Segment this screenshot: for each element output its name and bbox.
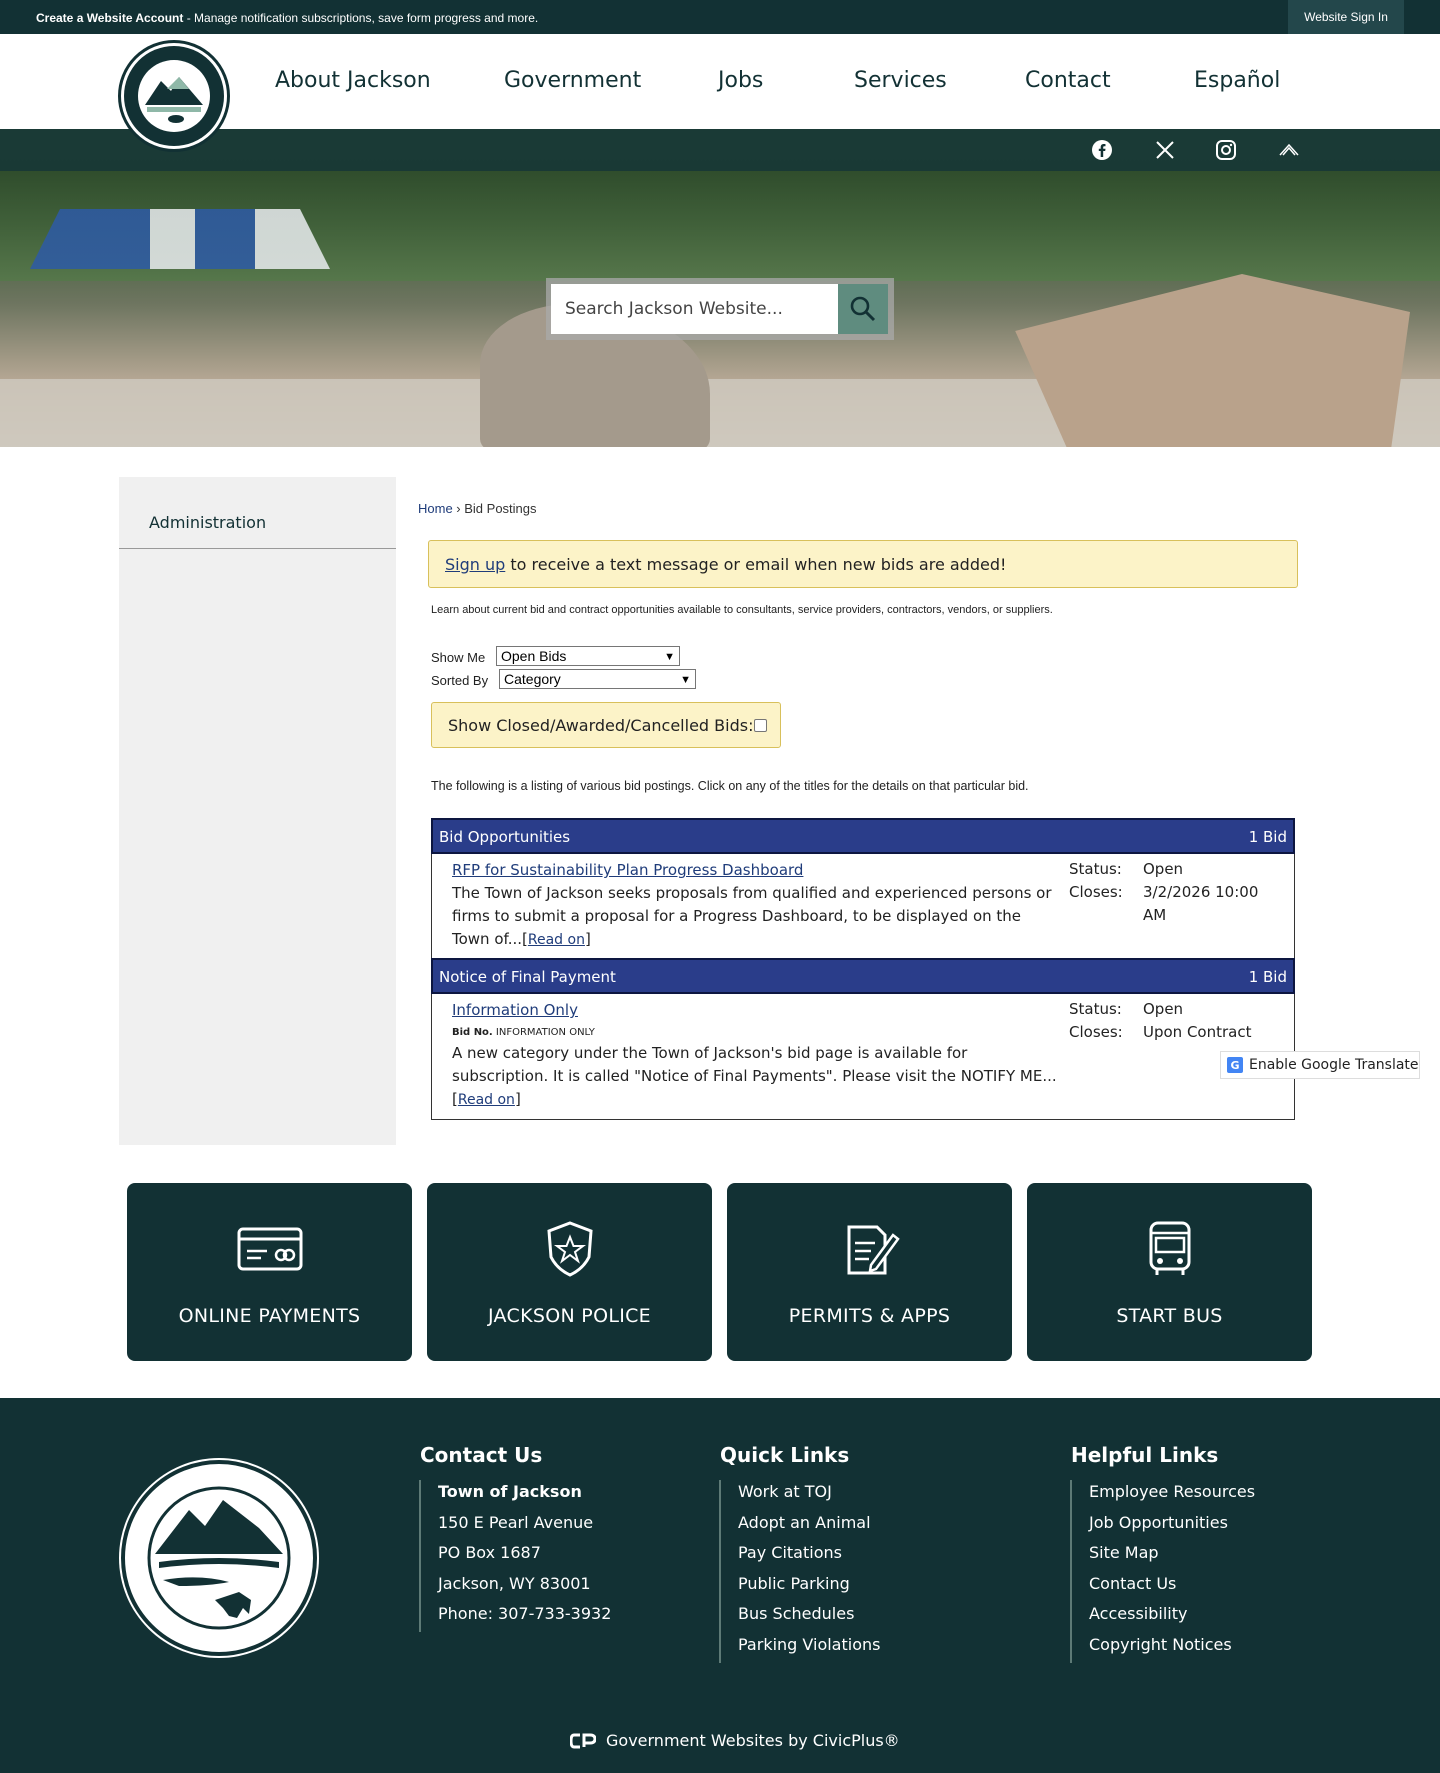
town-logo[interactable] bbox=[118, 40, 230, 152]
bid-desc-line: firms to submit a proposal for a Progress Dashboard, to be displayed on the bbox=[452, 907, 1022, 925]
tile-permits-apps[interactable] bbox=[727, 1183, 1012, 1361]
contact-line: Jackson, WY 83001 bbox=[438, 1573, 591, 1593]
contact-column bbox=[419, 1480, 611, 1632]
contact-org: Town of Jackson bbox=[438, 1482, 582, 1501]
nav-jobs[interactable]: Jobs bbox=[718, 68, 764, 93]
show-me-value: Open Bids bbox=[501, 648, 567, 664]
tile-label: JACKSON POLICE bbox=[487, 1305, 651, 1327]
bid-listing-table bbox=[431, 818, 1295, 1120]
nav-services[interactable]: Services bbox=[854, 68, 947, 93]
read-on-link[interactable]: Read on bbox=[457, 1092, 515, 1108]
signup-alert bbox=[428, 540, 1298, 588]
bid-meta-labels bbox=[1069, 998, 1123, 1044]
show-closed-checkbox[interactable] bbox=[754, 719, 767, 732]
show-me-select[interactable] bbox=[496, 646, 680, 666]
closes-label: Closes: bbox=[1069, 883, 1123, 901]
nav-about-jackson[interactable]: About Jackson bbox=[275, 68, 431, 93]
footer-link-bus-schedules[interactable]: Bus Schedules bbox=[738, 1604, 855, 1623]
sidebar-item-label: Administration bbox=[149, 513, 267, 532]
google-translate-icon: G bbox=[1227, 1057, 1243, 1073]
nav-contact[interactable]: Contact bbox=[1025, 68, 1111, 93]
contact-line: 150 E Pearl Avenue bbox=[438, 1512, 594, 1532]
google-translate-button[interactable] bbox=[1220, 1051, 1420, 1079]
sign-up-link[interactable]: Sign up bbox=[445, 555, 506, 574]
footer-link-adopt-an-animal[interactable]: Adopt an Animal bbox=[738, 1512, 871, 1532]
town-seal-icon bbox=[119, 1458, 319, 1658]
sidebar bbox=[119, 477, 396, 1145]
create-account-text: - Manage notification subscriptions, save form progress and more. bbox=[183, 11, 539, 25]
show-closed-label: Show Closed/Awarded/Cancelled Bids: bbox=[448, 716, 754, 735]
footer-link-accessibility[interactable]: Accessibility bbox=[1089, 1604, 1188, 1623]
bid-meta-labels bbox=[1069, 858, 1123, 904]
sorted-by-select[interactable] bbox=[499, 669, 696, 689]
closes-label: Closes: bbox=[1069, 1023, 1123, 1041]
footer-link-job-opportunities[interactable]: Job Opportunities bbox=[1089, 1512, 1228, 1532]
facebook-icon[interactable] bbox=[1090, 138, 1114, 162]
instagram-icon[interactable] bbox=[1214, 138, 1238, 162]
show-closed-bids-box bbox=[431, 702, 781, 748]
sorted-by-value: Category bbox=[504, 671, 561, 687]
bus-icon bbox=[1135, 1221, 1205, 1277]
category-count: 1 Bid bbox=[1248, 828, 1287, 846]
tile-online-payments[interactable] bbox=[127, 1183, 412, 1361]
nextdoor-icon[interactable] bbox=[1277, 138, 1301, 162]
bid-title-link[interactable]: Information Only bbox=[452, 1001, 578, 1019]
breadcrumb bbox=[418, 501, 537, 516]
closes-value: 3/2/2026 10:00 bbox=[1143, 883, 1259, 901]
tile-start-bus[interactable] bbox=[1027, 1183, 1312, 1361]
website-sign-in-button[interactable]: Website Sign In bbox=[1288, 0, 1404, 34]
read-on-link[interactable]: Read on bbox=[527, 932, 585, 948]
breadcrumb-current: Bid Postings bbox=[464, 501, 537, 516]
footer-link-contact-us[interactable]: Contact Us bbox=[1089, 1573, 1177, 1593]
alert-text: to receive a text message or email when new bids are added! bbox=[505, 555, 1007, 574]
category-name: Bid Opportunities bbox=[439, 828, 571, 846]
bid-meta-values bbox=[1143, 858, 1283, 927]
sidebar-item-administration[interactable] bbox=[119, 477, 396, 549]
closes-value-cont: AM bbox=[1143, 906, 1167, 924]
bid-no-value: INFORMATION ONLY bbox=[495, 1027, 595, 1038]
search-icon bbox=[849, 295, 877, 323]
tile-label: PERMITS & APPS bbox=[788, 1305, 951, 1327]
bid-desc-line: Town of... bbox=[452, 930, 523, 948]
civicplus-credit[interactable] bbox=[570, 1731, 900, 1750]
quick-links-heading: Quick Links bbox=[720, 1443, 850, 1467]
show-me-label: Show Me bbox=[431, 650, 486, 665]
credit-card-icon bbox=[235, 1221, 305, 1277]
create-account-message bbox=[36, 11, 538, 25]
intro-text: Learn about current bid and contract opportunities available to consultants, service providers, contractors, vendors, or suppliers. bbox=[431, 604, 1053, 616]
police-badge-icon bbox=[535, 1221, 605, 1277]
bid-desc-line: A new category under the Town of Jackson's bid page is available for bbox=[452, 1044, 968, 1062]
search-input[interactable] bbox=[551, 284, 839, 334]
town-seal-icon bbox=[121, 43, 227, 149]
search-button[interactable] bbox=[838, 284, 888, 334]
closes-value: Upon Contract bbox=[1143, 1023, 1252, 1041]
site-footer bbox=[0, 1398, 1440, 1773]
top-notification-bar bbox=[0, 0, 1440, 34]
credit-text: Government Websites by CivicPlus® bbox=[606, 1731, 900, 1750]
document-pen-icon bbox=[835, 1221, 905, 1277]
category-header-notice-of-final-payment bbox=[431, 958, 1295, 994]
bid-desc-line: subscription. It is called "Notice of Final Payments". Please visit the NOTIFY ME... bbox=[452, 1067, 1057, 1085]
translate-label: Enable Google Translate bbox=[1249, 1057, 1419, 1073]
nav-government[interactable]: Government bbox=[504, 68, 642, 93]
contact-line: PO Box 1687 bbox=[438, 1543, 541, 1562]
contact-phone: Phone: 307-733-3932 bbox=[438, 1604, 612, 1623]
bid-desc-line-last: [Read on] bbox=[452, 1090, 521, 1108]
hero-tents bbox=[30, 209, 330, 269]
footer-link-pay-citations[interactable]: Pay Citations bbox=[738, 1543, 842, 1562]
bid-title-link[interactable]: RFP for Sustainability Plan Progress Dashboard bbox=[452, 861, 804, 879]
breadcrumb-separator: › bbox=[452, 501, 465, 516]
footer-link-site-map[interactable]: Site Map bbox=[1089, 1543, 1159, 1562]
bid-desc-line-last: Town of...[Read on] bbox=[452, 930, 591, 948]
tile-label: ONLINE PAYMENTS bbox=[178, 1305, 361, 1327]
sorted-by-label: Sorted By bbox=[431, 673, 489, 688]
bid-meta-values bbox=[1143, 998, 1283, 1044]
x-icon[interactable] bbox=[1153, 138, 1177, 162]
footer-link-copyright-notices[interactable]: Copyright Notices bbox=[1089, 1634, 1232, 1654]
town-seal-logo bbox=[119, 1458, 319, 1658]
category-name: Notice of Final Payment bbox=[439, 968, 616, 986]
tile-label: START BUS bbox=[1116, 1305, 1223, 1327]
category-header-bid-opportunities bbox=[431, 818, 1295, 854]
footer-link-parking-violations[interactable]: Parking Violations bbox=[738, 1634, 881, 1654]
footer-link-work-at-toj[interactable]: Work at TOJ bbox=[738, 1482, 832, 1501]
bid-number bbox=[452, 1027, 595, 1038]
status-label: Status: bbox=[1069, 1000, 1122, 1018]
footer-link-employee-resources[interactable]: Employee Resources bbox=[1089, 1482, 1256, 1501]
bid-description bbox=[452, 1042, 1072, 1112]
helpful-links-column bbox=[1070, 1480, 1255, 1663]
bid-item bbox=[431, 854, 1295, 958]
quick-links-column bbox=[719, 1480, 880, 1663]
civicplus-logo-icon bbox=[570, 1733, 596, 1749]
category-count: 1 Bid bbox=[1248, 968, 1287, 986]
bid-item bbox=[431, 994, 1295, 1120]
contact-heading: Contact Us bbox=[420, 1443, 543, 1467]
status-value: Open bbox=[1143, 1000, 1184, 1018]
bid-description bbox=[452, 882, 1072, 952]
bid-no-label: Bid No. bbox=[452, 1027, 493, 1038]
nav-espanol[interactable]: Español bbox=[1194, 68, 1281, 93]
footer-link-public-parking[interactable]: Public Parking bbox=[738, 1573, 850, 1593]
chevron-down-icon: ▼ bbox=[680, 674, 691, 686]
helpful-links-heading: Helpful Links bbox=[1071, 1443, 1219, 1467]
status-value: Open bbox=[1143, 860, 1184, 878]
listing-note: The following is a listing of various bid postings. Click on any of the titles for the details on that particular bid. bbox=[431, 779, 1029, 793]
create-account-link[interactable]: Create a Website Account bbox=[36, 11, 184, 25]
status-label: Status: bbox=[1069, 860, 1122, 878]
tile-jackson-police[interactable] bbox=[427, 1183, 712, 1361]
chevron-down-icon: ▼ bbox=[664, 651, 675, 663]
breadcrumb-home-link[interactable]: Home bbox=[418, 501, 453, 516]
bid-desc-line: The Town of Jackson seeks proposals from qualified and experienced persons or bbox=[452, 884, 1052, 902]
